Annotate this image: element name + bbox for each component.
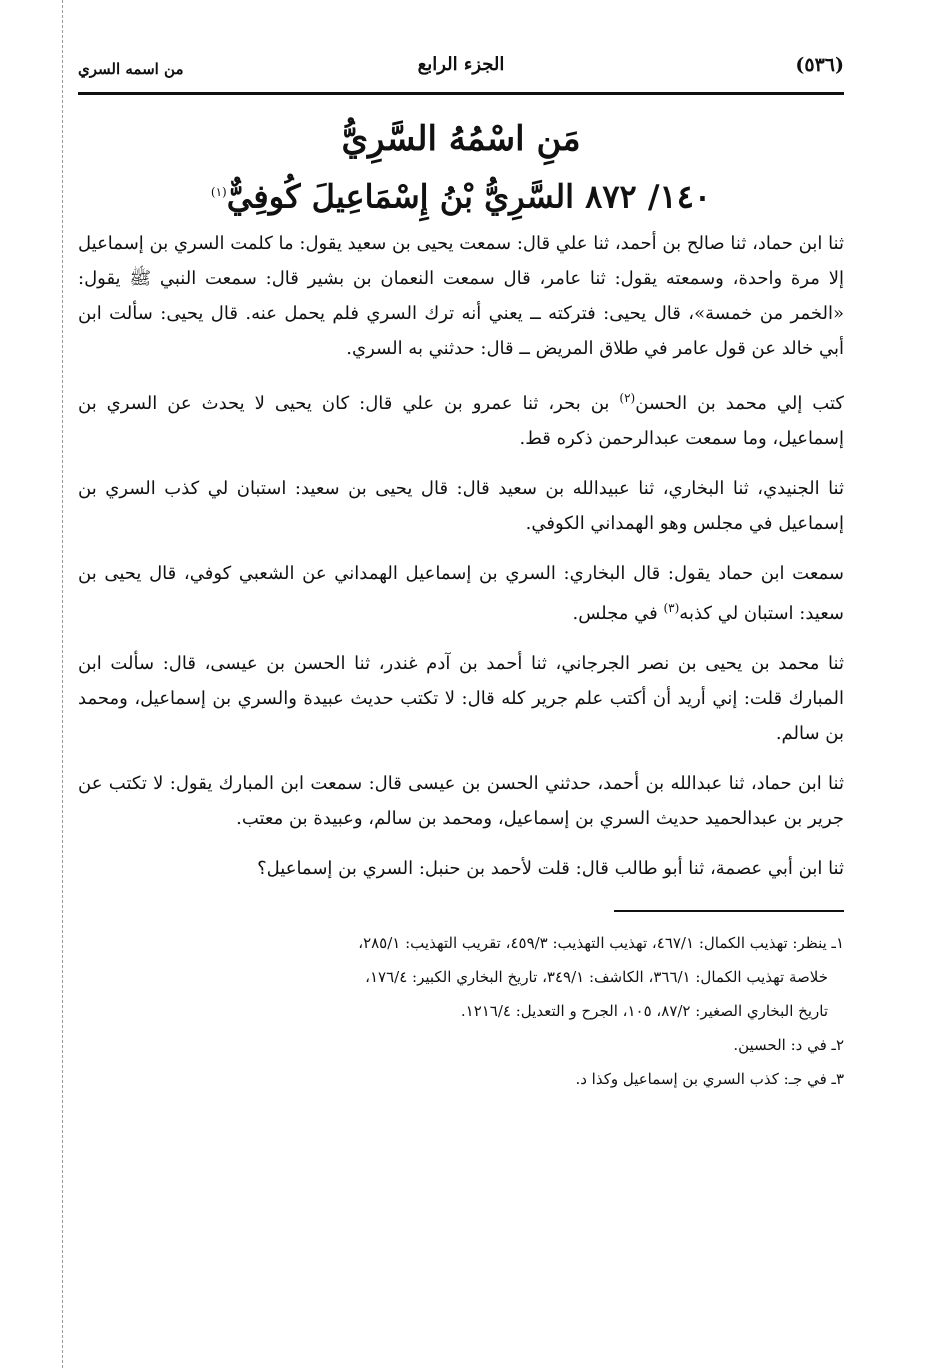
- footnote-continuation: تاريخ البخاري الصغير: ٨٧/٢، ١٠٥، الجرح و التعديل: ١٢١٦/٤.: [460, 1002, 828, 1020]
- entry-heading: [78, 164, 844, 220]
- running-section-title: من اسمه السري: [78, 60, 184, 78]
- body-text: [78, 226, 844, 886]
- scan-edge-line: [62, 0, 63, 1368]
- footnote: ٢ـ في د: الحسين.: [733, 1036, 844, 1054]
- paragraph-text: سمعت ابن حماد يقول: قال البخاري: السري بن إسماعيل الهمداني عن الشعبي كوفي، قال يحيى بن سعيد: استبان لي كذبه: [78, 563, 844, 624]
- header-rule: [78, 92, 844, 95]
- footnote-ref: (٣): [663, 601, 680, 615]
- paragraph-text: بن بحر، ثنا عمرو بن علي قال: كان يحيى لا يحدث عن السري بن إسماعيل، وما سمعت عبدالرحمن ذكره قط.: [78, 393, 844, 449]
- paragraph: ثنا الجنيدي، ثنا البخاري، ثنا عبيدالله بن سعيد قال: قال يحيى بن سعيد: استبان لي كذب السري بن إسماعيل في مجلس وهو الهمداني الكوفي.: [78, 478, 845, 534]
- volume-title: الجزء الرابع: [417, 54, 505, 75]
- footnote-ref: (٢): [619, 391, 636, 405]
- paragraph: ثنا ابن حماد، ثنا صالح بن أحمد، ثنا علي قال: سمعت يحيى بن سعيد يقول: ما كلمت السري بن إسماعيل إلا مرة واحدة، وسمعته يقول: ثنا عامر، قال سمعت النعمان بن بشير قال: سمعت النبي ﷺ يقول: «الخمر من خمسة»، قال يحيى: فتركته ــ يعني أنه ترك السري فلم يحمل عنه. قال يحيى: سألت ابن أبي خالد عن قول عامر في طلاق المريض ــ قال: حدثني به السري.: [78, 233, 844, 359]
- footnotes: [78, 926, 844, 1096]
- footnote-separator: [614, 910, 844, 912]
- paragraph: ثنا ابن حماد، ثنا عبدالله بن أحمد، حدثني الحسن بن عيسى قال: سمعت ابن المبارك يقول: لا تكتب عن جرير بن عبدالحميد حديث السري بن إسماعيل، ومحمد بن سالم، وعبيدة بن معتب.: [78, 773, 844, 829]
- page-number: (٥٣٦): [795, 54, 844, 76]
- footnote: ٣ـ في جـ: كذب السري بن إسماعيل وكذا د.: [575, 1070, 844, 1088]
- paragraph: ثنا محمد بن يحيى بن نصر الجرجاني، ثنا أحمد بن آدم غندر، ثنا الحسن بن عيسى، قال: سألت ابن المبارك قلت: إني أريد أن أكتب علم جرير كله قال: لا تكتب حديث عبيدة والسري بن إسماعيل، ومحمد بن سالم.: [78, 653, 845, 744]
- footnote-continuation: خلاصة تهذيب الكمال: ٣٦٦/١، الكاشف: ٣٤٩/١، تاريخ البخاري الكبير: ١٧٦/٤،: [365, 968, 828, 986]
- entry-note-ref: (١): [210, 185, 227, 199]
- book-page: [78, 30, 844, 1350]
- paragraph: [78, 381, 844, 456]
- paragraph-text: كتب إلي محمد بن الحسن: [635, 393, 844, 414]
- footnote: ١ـ ينظر: تهذيب الكمال: ٤٦٧/١، تهذيب التهذيب: ٤٥٩/٣، تقريب التهذيب: ٢٨٥/١،: [358, 934, 844, 952]
- section-title: مَنِ اسْمُهُ السَّرِيُّ: [341, 119, 581, 159]
- paragraph: ثنا ابن أبي عصمة، ثنا أبو طالب قال: قلت لأحمد بن حنبل: السري بن إسماعيل؟: [257, 858, 844, 879]
- paragraph-text: في مجلس.: [572, 603, 664, 624]
- entry-heading-text: ١٤٠/ ٨٧٢ السَّرِيُّ بْنُ إِسْمَاعِيلَ كُوفِيٌّ: [226, 177, 712, 216]
- paragraph: [78, 556, 844, 631]
- page-header: [78, 30, 844, 92]
